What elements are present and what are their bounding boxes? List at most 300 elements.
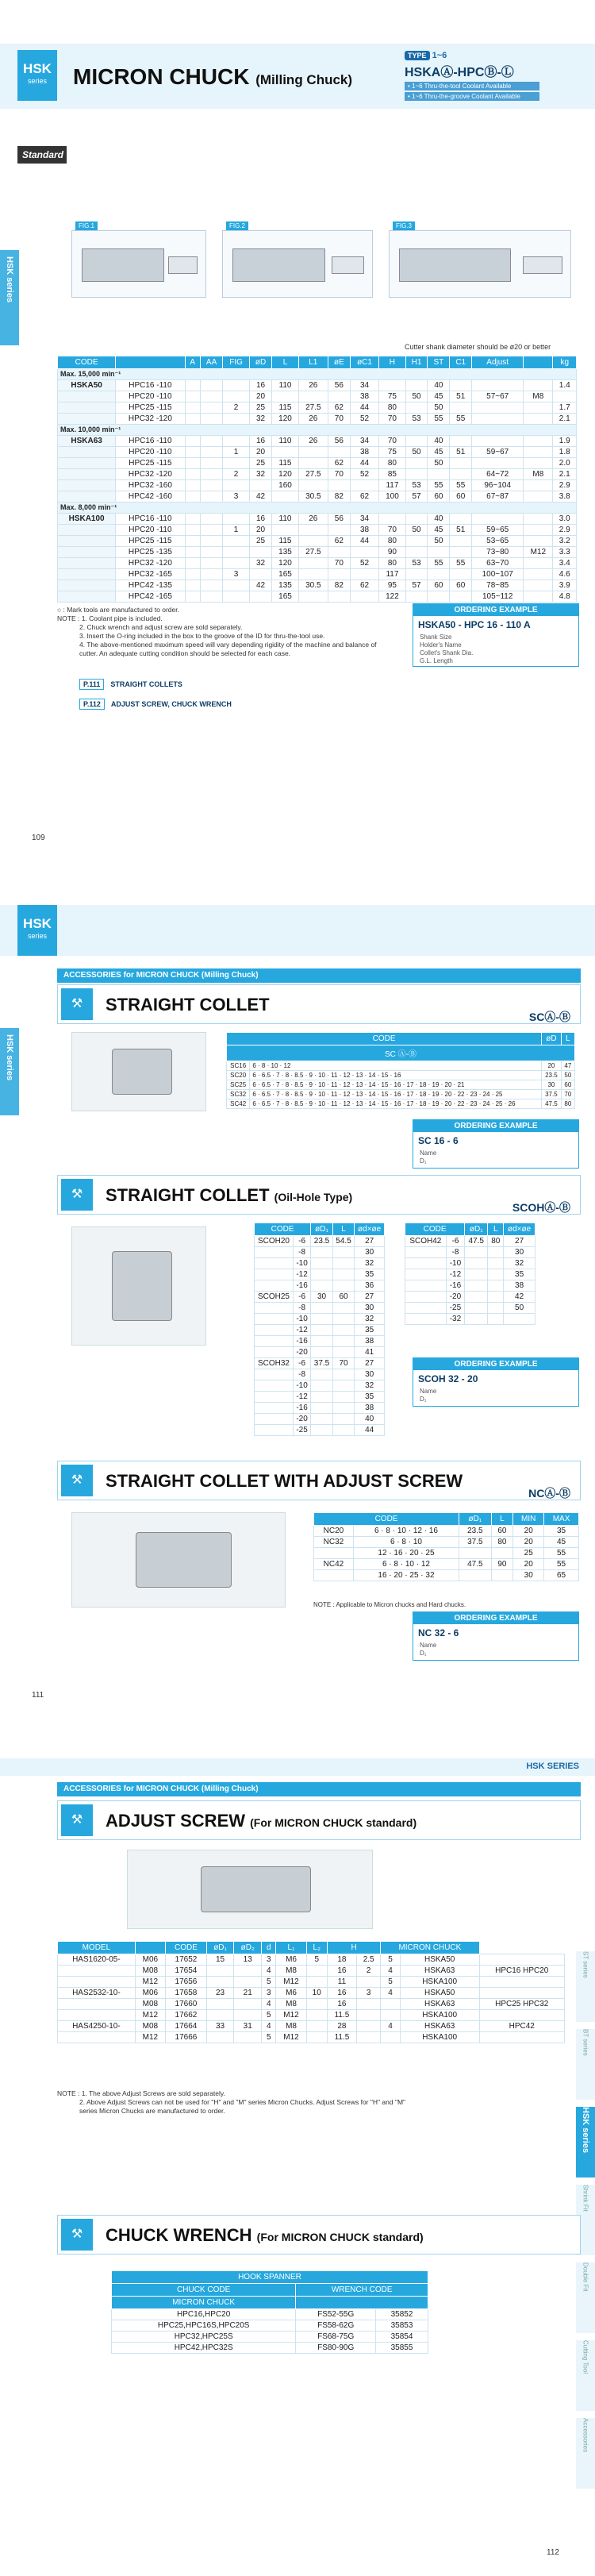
table-cell xyxy=(405,1303,447,1314)
table-cell: 56 xyxy=(328,514,350,525)
table-cell: 20 xyxy=(249,391,272,402)
table-cell: 3.9 xyxy=(553,580,577,591)
table-cell xyxy=(328,525,350,536)
wrench-icon: ⚒ xyxy=(61,1179,93,1211)
table-cell: 11.5 xyxy=(327,2032,356,2043)
col-header: AA xyxy=(200,356,223,369)
table-cell: 105~112 xyxy=(472,591,524,603)
table-cell: 4.6 xyxy=(553,569,577,580)
table-row xyxy=(405,1258,536,1269)
table-cell xyxy=(200,514,223,525)
scoh-ordering: ORDERING EXAMPLE SCOH 32 - 20 Name D₁ xyxy=(413,1357,579,1407)
table-cell: 34 xyxy=(350,436,378,447)
table-row xyxy=(255,1336,385,1347)
table-cell xyxy=(306,1977,327,1988)
table-cell: 17656 xyxy=(166,1977,207,1988)
table-cell: 70 xyxy=(328,558,350,569)
table-cell: 120 xyxy=(272,469,298,480)
table-cell xyxy=(311,1258,333,1269)
table-cell: HSKA100 xyxy=(400,1977,479,1988)
table-row xyxy=(255,1425,385,1436)
table-header-row xyxy=(112,2297,428,2309)
table-cell: -25 xyxy=(293,1425,310,1436)
table-cell xyxy=(504,1314,536,1325)
table-cell: 110 xyxy=(272,436,298,447)
table-row xyxy=(314,1526,579,1537)
table-cell xyxy=(405,1314,447,1325)
table-cell xyxy=(249,591,272,603)
table-row xyxy=(255,1403,385,1414)
table-cell: 27 xyxy=(355,1358,385,1369)
col-header: øD xyxy=(542,1033,562,1045)
table-cell: HPC32,HPC25S xyxy=(112,2331,296,2343)
table-cell: 6 · 8 · 10 · 12 xyxy=(353,1559,459,1570)
type-row xyxy=(405,51,583,60)
table-cell: 2.9 xyxy=(553,480,577,491)
table-cell xyxy=(524,414,553,425)
table-cell: 45 xyxy=(428,391,450,402)
table-row xyxy=(58,525,577,536)
table-cell xyxy=(332,1280,355,1292)
table-cell xyxy=(450,402,472,414)
table-cell xyxy=(298,458,328,469)
table-cell: 11 xyxy=(327,1977,356,1988)
nc-table xyxy=(313,1512,579,1581)
title-text: MICRON CHUCK xyxy=(73,64,250,89)
badge-top: HSK xyxy=(23,61,52,76)
col-header: øD₁ xyxy=(311,1223,333,1236)
cutter-note: Cutter shank diameter should be ø20 or better xyxy=(405,343,551,351)
table-cell xyxy=(200,580,223,591)
table-cell: 2.5 xyxy=(357,1954,381,1966)
table-cell: 17666 xyxy=(166,2032,207,2043)
table-cell xyxy=(223,558,249,569)
table-cell xyxy=(255,1425,294,1436)
table-cell: 53 xyxy=(405,414,428,425)
table-cell: 32 xyxy=(249,469,272,480)
table-cell xyxy=(459,1570,492,1581)
table-cell: 117 xyxy=(379,480,405,491)
col-header: CODE xyxy=(227,1033,542,1045)
table-cell: 28 xyxy=(327,2021,356,2032)
table-cell: 122 xyxy=(379,591,405,603)
table-cell xyxy=(332,1347,355,1358)
table-cell: 41 xyxy=(355,1347,385,1358)
table-cell xyxy=(255,1303,294,1314)
table-cell: HPC32 -120 xyxy=(116,469,185,480)
table-cell xyxy=(311,1336,333,1347)
table-cell xyxy=(298,591,328,603)
table-row xyxy=(58,1977,565,1988)
table-cell: 25 xyxy=(513,1548,544,1559)
table-row xyxy=(314,1570,579,1581)
table-cell: 1 xyxy=(223,447,249,458)
page-111 xyxy=(0,861,595,1715)
right-tab-label: HSK series xyxy=(581,2107,590,2154)
table-cell xyxy=(200,414,223,425)
table-cell: -16 xyxy=(446,1280,465,1292)
notes-block: ○ : Mark tools are manufactured to order. NOTE : 1. Coolant pipe is included. 2. Chuck wrench and adjust screw are sold separately. 3. Insert the O-ring included in the box to the groove of the ID for thru-the-tool use. 4. The above-mentioned maximum speed will vary depending rigidity of the machine and balance of cutter. An adequate cutting condition should be selected for each case. xyxy=(57,606,377,657)
table-row xyxy=(58,469,577,480)
right-tab[interactable] xyxy=(576,1951,595,2023)
table-row xyxy=(112,2343,428,2354)
col-header: MICRON CHUCK xyxy=(381,1942,479,1954)
table-cell: 96~104 xyxy=(472,480,524,491)
table-row xyxy=(227,1061,575,1071)
table-cell xyxy=(58,2010,136,2021)
wrench-head xyxy=(57,2215,581,2254)
col-header: L₁ xyxy=(276,1942,306,1954)
col-header: MODEL xyxy=(58,1942,136,1954)
table-cell: 35854 xyxy=(376,2331,428,2343)
table-cell: 80 xyxy=(379,402,405,414)
table-cell xyxy=(206,1999,233,2010)
table-cell: 75 xyxy=(379,447,405,458)
table-cell: SCOH20 xyxy=(255,1236,294,1247)
table-cell: 54.5 xyxy=(332,1236,355,1247)
col-header: CHUCK CODE xyxy=(112,2284,296,2297)
type-range: 1~6 xyxy=(432,51,447,60)
table-cell: 55 xyxy=(428,558,450,569)
table-cell xyxy=(272,491,298,502)
table-cell: 82 xyxy=(328,491,350,502)
col-header xyxy=(135,1942,165,1954)
table-cell: M12 xyxy=(524,547,553,558)
table-cell xyxy=(185,380,200,391)
table-cell: 32 xyxy=(249,558,272,569)
table-cell xyxy=(328,447,350,458)
table-cell xyxy=(332,1392,355,1403)
table-cell: 3 xyxy=(262,1954,276,1966)
table-cell: 4 xyxy=(381,1988,401,1999)
table-cell xyxy=(405,1269,447,1280)
col-header: øC1 xyxy=(350,356,378,369)
table-cell xyxy=(306,2021,327,2032)
table-cell xyxy=(185,480,200,491)
table-row xyxy=(255,1380,385,1392)
table-cell xyxy=(311,1303,333,1314)
table-cell: 50 xyxy=(561,1071,574,1080)
table-cell xyxy=(255,1314,294,1325)
col-header: L₂ xyxy=(306,1942,327,1954)
group-cell: HSKA63 xyxy=(58,436,116,447)
col-header: H xyxy=(327,1942,380,1954)
table-cell: 160 xyxy=(272,480,298,491)
table-cell: 25 xyxy=(249,458,272,469)
table-cell xyxy=(350,480,378,491)
scoh-table-right xyxy=(405,1223,536,1325)
table-cell xyxy=(185,391,200,402)
table-cell: 2 xyxy=(357,1966,381,1977)
table-row xyxy=(112,2320,428,2331)
table-cell: 62 xyxy=(328,536,350,547)
table-cell: 165 xyxy=(272,569,298,580)
table-cell: 70 xyxy=(328,469,350,480)
table-cell: 10 xyxy=(306,1988,327,1999)
table-cell: HSKA63 xyxy=(400,2021,479,2032)
table-cell: 59~67 xyxy=(472,447,524,458)
holder-drawing xyxy=(399,248,511,282)
table-cell xyxy=(298,558,328,569)
table-cell: 5 xyxy=(262,1977,276,1988)
col-header: ød×øe xyxy=(355,1223,385,1236)
hsk-bar: HSK SERIES xyxy=(0,1758,595,1776)
table-row xyxy=(405,1269,536,1280)
section-label: Max. 10,000 min⁻¹ xyxy=(58,425,577,436)
table-cell xyxy=(185,591,200,603)
table-row xyxy=(227,1090,575,1099)
table-cell: 1.4 xyxy=(553,380,577,391)
table-cell: 62 xyxy=(328,458,350,469)
table-cell: 4 xyxy=(381,2021,401,2032)
table-cell xyxy=(332,1269,355,1280)
table-cell: 65 xyxy=(544,1570,579,1581)
table-cell: 59~65 xyxy=(472,525,524,536)
code-formula: HSKAⒶ-HPCⒷ-Ⓛ xyxy=(405,66,514,79)
table-cell xyxy=(381,2032,401,2043)
table-cell: 35 xyxy=(504,1269,536,1280)
table-cell: M8 xyxy=(276,1999,306,2010)
table-cell xyxy=(328,391,350,402)
table-cell: 40 xyxy=(428,436,450,447)
table-cell: 55 xyxy=(450,558,472,569)
table-row xyxy=(58,391,577,402)
table-cell xyxy=(249,569,272,580)
collet-drawing xyxy=(71,1032,206,1111)
scoh-title: STRAIGHT COLLET (Oil-Hole Type) xyxy=(106,1185,353,1205)
table-row xyxy=(58,402,577,414)
adjust-notes: NOTE : 1. The above Adjust Screws are sold separately. 2. Above Adjust Screws can not be used for "H" and "M" series Micron Chucks. Adjust Screws for "H" and "M" series Micron Chucks are manufactured to order. xyxy=(57,2089,406,2115)
table-cell: 63~70 xyxy=(472,558,524,569)
table-cell xyxy=(405,1292,447,1303)
table-cell: 80 xyxy=(379,558,405,569)
table-cell: 52 xyxy=(350,558,378,569)
table-cell xyxy=(450,536,472,547)
table-cell xyxy=(200,491,223,502)
wrench-icon: ⚒ xyxy=(61,988,93,1020)
table-row xyxy=(58,558,577,569)
table-cell: 55 xyxy=(428,414,450,425)
group-cell xyxy=(58,536,116,547)
table-cell: HSKA50 xyxy=(400,1954,479,1966)
table-cell xyxy=(200,458,223,469)
table-cell xyxy=(255,1369,294,1380)
table-cell xyxy=(185,558,200,569)
table-cell: 6 · 8 · 10 xyxy=(353,1537,459,1548)
table-cell: 80 xyxy=(379,536,405,547)
table-cell: 120 xyxy=(272,558,298,569)
group-cell xyxy=(58,569,116,580)
table-header-row xyxy=(255,1223,385,1236)
table-row xyxy=(227,1099,575,1109)
table-cell: 20 xyxy=(249,447,272,458)
table-cell: 17662 xyxy=(166,2010,207,2021)
table-cell xyxy=(185,491,200,502)
table-cell: -12 xyxy=(293,1269,310,1280)
group-cell xyxy=(58,480,116,491)
table-cell xyxy=(332,1414,355,1425)
table-cell: -6 xyxy=(293,1236,310,1247)
table-cell: 25 xyxy=(249,402,272,414)
side-tab: HSK series xyxy=(0,1028,19,1115)
table-cell: 110 xyxy=(272,514,298,525)
table-cell: HPC42 -135 xyxy=(116,580,185,591)
table-cell: 60 xyxy=(491,1526,513,1537)
table-cell: M6 xyxy=(276,1988,306,1999)
scoh-head: ⚒ STRAIGHT COLLET (Oil-Hole Type) SCOHⒶ-Ⓑ xyxy=(57,1175,581,1215)
table-cell: 73~80 xyxy=(472,547,524,558)
table-cell: 42 xyxy=(249,491,272,502)
table-cell: 70 xyxy=(379,414,405,425)
table-cell xyxy=(223,480,249,491)
table-cell: -20 xyxy=(293,1414,310,1425)
table-cell xyxy=(465,1269,488,1280)
table-row xyxy=(255,1280,385,1292)
table-cell: 70 xyxy=(328,414,350,425)
table-cell: 23.5 xyxy=(542,1071,562,1080)
table-cell xyxy=(200,591,223,603)
table-cell: 53 xyxy=(405,558,428,569)
table-cell xyxy=(350,591,378,603)
table-cell xyxy=(479,1954,565,1966)
table-cell: 117 xyxy=(379,569,405,580)
ref-collets[interactable]: P.111 STRAIGHT COLLETS xyxy=(79,679,182,691)
straight-collet-head: ⚒ STRAIGHT COLLET SCⒶ-Ⓑ xyxy=(57,984,581,1024)
table-row xyxy=(405,1247,536,1258)
nc-ordering: ORDERING EXAMPLE NC 32 - 6 Name D₁ xyxy=(413,1611,579,1661)
table-cell: HPC20 -110 xyxy=(116,525,185,536)
table-cell xyxy=(450,547,472,558)
table-cell xyxy=(223,458,249,469)
table-cell: HPC25 -115 xyxy=(116,458,185,469)
table-cell xyxy=(479,2032,565,2043)
table-cell: M8 xyxy=(276,1966,306,1977)
table-cell: 20 xyxy=(249,525,272,536)
table-cell xyxy=(185,402,200,414)
table-cell: 26 xyxy=(298,414,328,425)
table-cell: -6 xyxy=(446,1236,465,1247)
table-cell xyxy=(479,2010,565,2021)
table-cell: 38 xyxy=(355,1336,385,1347)
table-cell: 13 xyxy=(234,1954,262,1966)
table-cell: M12 xyxy=(276,2010,306,2021)
table-row xyxy=(405,1280,536,1292)
table-cell: -8 xyxy=(293,1303,310,1314)
table-row xyxy=(58,1988,565,1999)
table-cell: HSKA100 xyxy=(400,2032,479,2043)
table-cell: 12 · 16 · 20 · 25 xyxy=(353,1548,459,1559)
table-cell: 30.5 xyxy=(298,491,328,502)
table-cell xyxy=(58,1999,136,2010)
table-row xyxy=(255,1347,385,1358)
table-cell xyxy=(450,591,472,603)
table-cell: HPC16 HPC20 xyxy=(479,1966,565,1977)
right-tab[interactable] xyxy=(576,2418,595,2489)
right-tab[interactable] xyxy=(576,2029,595,2100)
table-cell xyxy=(200,525,223,536)
table-cell: 1.7 xyxy=(553,402,577,414)
right-tab[interactable] xyxy=(576,2262,595,2334)
sc-ordering: ORDERING EXAMPLE SC 16 - 6 Name D₁ xyxy=(413,1119,579,1169)
table-cell xyxy=(306,2010,327,2021)
wrench-title: CHUCK WRENCH (For MICRON CHUCK standard) xyxy=(106,2225,424,2245)
table-row xyxy=(58,491,577,502)
table-cell xyxy=(185,447,200,458)
table-cell: 3 xyxy=(262,1988,276,1999)
table-cell: -10 xyxy=(293,1380,310,1392)
table-cell: 165 xyxy=(272,591,298,603)
table-cell: 17658 xyxy=(166,1988,207,1999)
ordering-example: ORDERING EXAMPLE HSKA50 - HPC 16 - 110 A Shank Size Holder's Name Collet's Shank Dia. G.L. Length xyxy=(413,603,579,667)
table-cell: 60 xyxy=(428,580,450,591)
table-cell xyxy=(234,1966,262,1977)
right-tab-label: ST series xyxy=(582,1951,589,1978)
section-label: Max. 8,000 min⁻¹ xyxy=(58,502,577,514)
table-cell: 47.5 xyxy=(459,1559,492,1570)
table-cell: 32 xyxy=(355,1380,385,1392)
table-cell: HSKA50 xyxy=(400,1988,479,1999)
table-cell xyxy=(465,1258,488,1269)
table-cell: 30 xyxy=(355,1303,385,1314)
table-row xyxy=(58,536,577,547)
table-cell: 5 xyxy=(306,1954,327,1966)
table-row xyxy=(255,1369,385,1380)
table-cell: 82 xyxy=(328,580,350,591)
table-cell xyxy=(524,491,553,502)
col-header: Adjust xyxy=(472,356,524,369)
table-row xyxy=(255,1303,385,1314)
table-cell: 30 xyxy=(311,1292,333,1303)
table-cell xyxy=(472,458,524,469)
col-header: CODE xyxy=(166,1942,207,1954)
table-cell xyxy=(472,380,524,391)
ref-adjust[interactable]: P.112 ADJUST SCREW, CHUCK WRENCH xyxy=(79,699,232,711)
group-cell xyxy=(58,491,116,502)
table-cell: 27.5 xyxy=(298,547,328,558)
table-cell: 17654 xyxy=(166,1966,207,1977)
section-label: Max. 15,000 min⁻¹ xyxy=(58,369,577,380)
table-cell xyxy=(472,514,524,525)
table-cell: FS80-90G xyxy=(296,2343,376,2354)
col-header: C1 xyxy=(450,356,472,369)
table-cell xyxy=(200,447,223,458)
table-row xyxy=(314,1559,579,1570)
table-cell xyxy=(428,591,450,603)
table-cell: 27.5 xyxy=(298,402,328,414)
table-cell xyxy=(311,1247,333,1258)
table-cell: 26 xyxy=(298,380,328,391)
table-cell: 67~87 xyxy=(472,491,524,502)
table-cell xyxy=(255,1247,294,1258)
table-cell: 1 xyxy=(223,525,249,536)
right-tab-label: Accessories xyxy=(582,2418,589,2453)
table-row xyxy=(58,380,577,391)
table-cell: 51 xyxy=(450,525,472,536)
table-cell xyxy=(465,1247,488,1258)
table-cell: 32 xyxy=(249,414,272,425)
table-cell xyxy=(311,1325,333,1336)
right-tab[interactable] xyxy=(576,2340,595,2412)
adjust-title: ADJUST SCREW (For MICRON CHUCK standard) xyxy=(106,1811,417,1831)
table-cell: 4.8 xyxy=(553,591,577,603)
table-cell: -8 xyxy=(446,1247,465,1258)
table-header-row xyxy=(112,2284,428,2297)
right-tab[interactable] xyxy=(576,2107,595,2178)
table-cell xyxy=(405,591,428,603)
table-cell xyxy=(185,514,200,525)
table-cell: 57~67 xyxy=(472,391,524,402)
table-cell: -16 xyxy=(293,1280,310,1292)
